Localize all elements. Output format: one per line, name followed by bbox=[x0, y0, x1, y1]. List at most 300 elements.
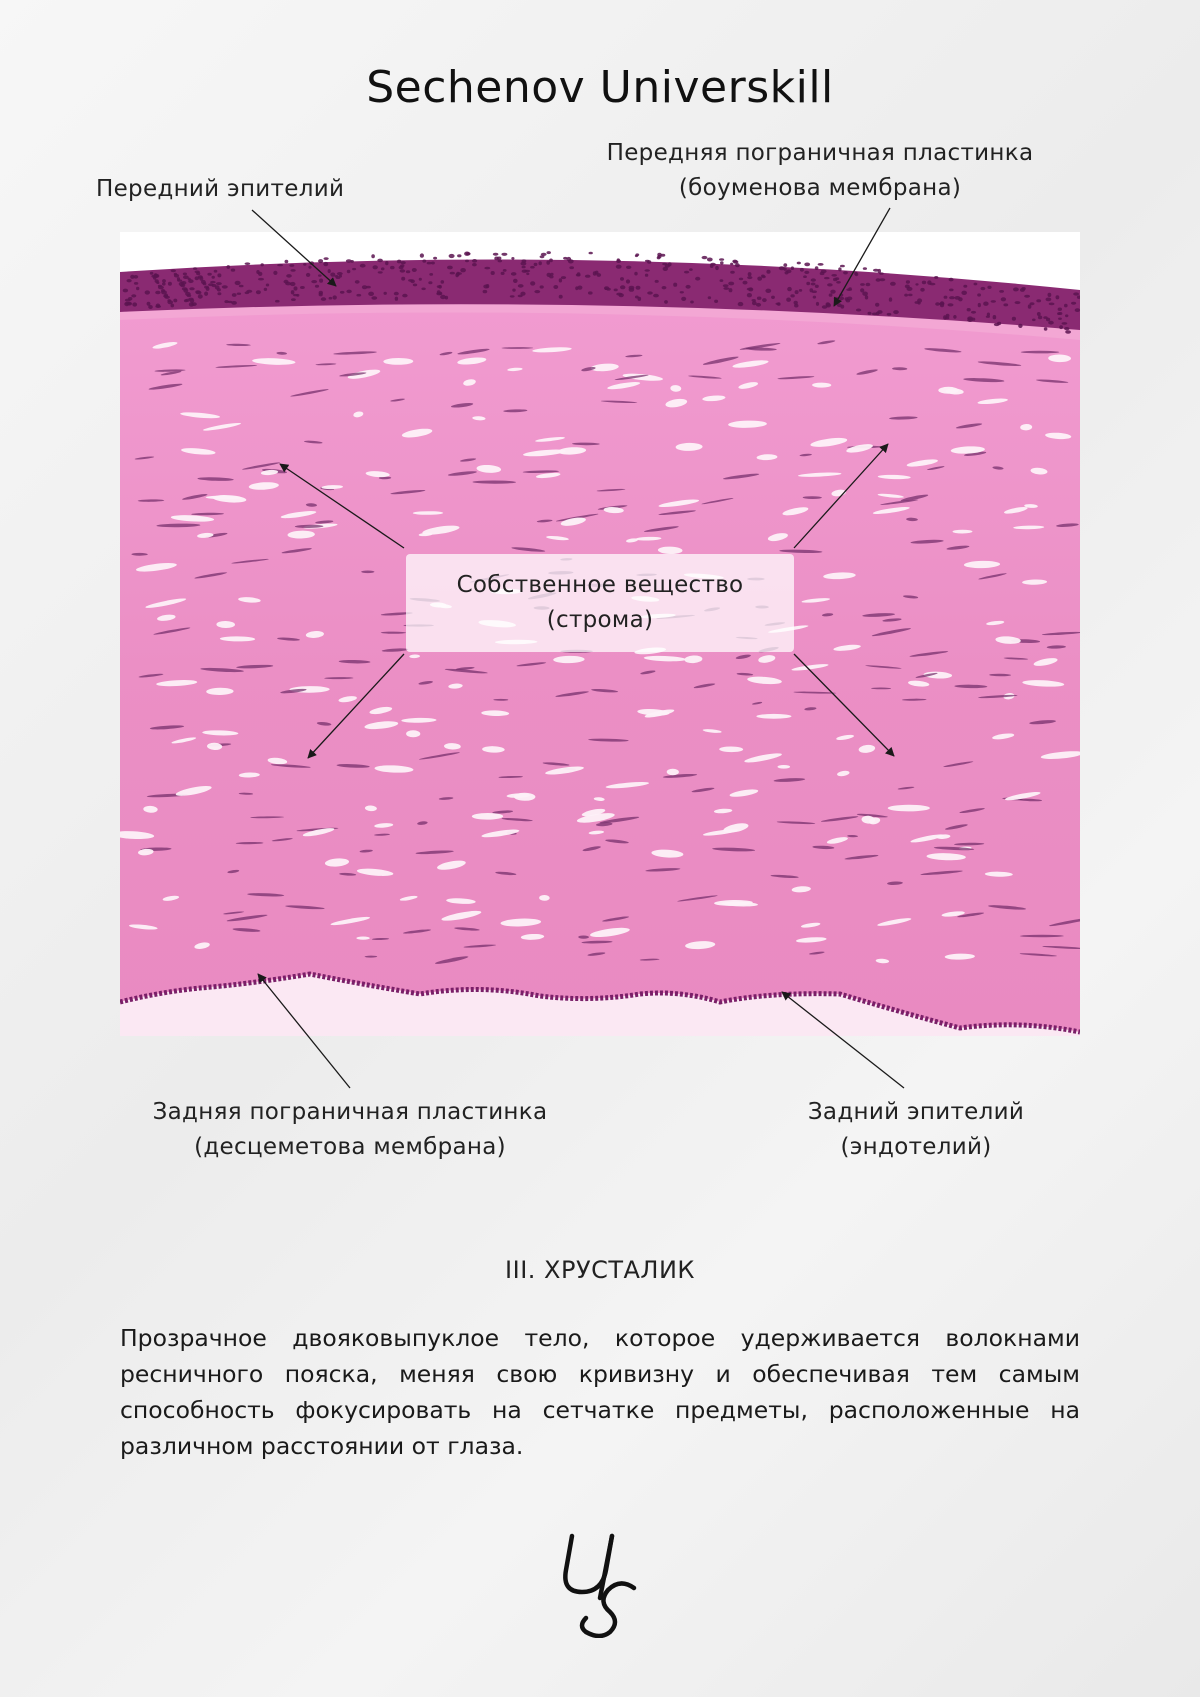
epithelium-nucleus bbox=[1043, 316, 1047, 319]
epithelium-nucleus bbox=[799, 289, 802, 292]
epithelium-nucleus bbox=[158, 286, 164, 289]
epithelium-nucleus bbox=[714, 300, 718, 303]
epithelium-nucleus bbox=[1065, 330, 1071, 333]
epithelium-nucleus bbox=[450, 272, 455, 275]
epithelium-nucleus bbox=[890, 282, 896, 286]
epithelium-nucleus bbox=[785, 271, 789, 274]
epithelium-nucleus bbox=[577, 286, 582, 290]
epithelium-nucleus bbox=[634, 272, 637, 276]
epithelium-nucleus bbox=[422, 260, 426, 263]
epithelium-nucleus bbox=[124, 302, 129, 306]
epithelium-nucleus bbox=[136, 287, 139, 290]
stroma-gap bbox=[756, 714, 791, 719]
epithelium-nucleus bbox=[1064, 304, 1068, 308]
epithelium-nucleus bbox=[1049, 303, 1055, 306]
epithelium-nucleus bbox=[974, 283, 978, 286]
label-stroma-line2: (строма) bbox=[546, 607, 654, 633]
epithelium-nucleus bbox=[484, 267, 490, 270]
label-bowman-membrane bbox=[560, 136, 1080, 206]
epithelium-nucleus bbox=[522, 270, 528, 273]
epithelium-nucleus bbox=[868, 312, 872, 315]
epithelium-nucleus bbox=[967, 308, 971, 311]
epithelium-nucleus bbox=[732, 260, 737, 263]
epithelium-nucleus bbox=[710, 264, 714, 268]
epithelium-nucleus bbox=[645, 274, 648, 277]
epithelium-nucleus bbox=[549, 259, 553, 263]
epithelium-nucleus bbox=[619, 293, 624, 297]
epithelium-nucleus bbox=[747, 288, 753, 291]
epithelium-nucleus bbox=[629, 288, 635, 292]
us-logo-icon bbox=[550, 1528, 660, 1638]
epithelium-nucleus bbox=[720, 279, 724, 282]
epithelium-nucleus bbox=[512, 289, 515, 292]
epithelium-nucleus bbox=[401, 277, 405, 281]
epithelium-nucleus bbox=[873, 269, 879, 272]
epithelium-nucleus bbox=[421, 288, 425, 291]
epithelium-nucleus bbox=[904, 294, 908, 297]
epithelium-nucleus bbox=[790, 294, 794, 297]
epithelium-nucleus bbox=[483, 290, 488, 293]
epithelium-nucleus bbox=[402, 294, 407, 298]
epithelium-nucleus bbox=[949, 289, 954, 292]
epithelium-nucleus bbox=[1062, 322, 1068, 325]
epithelium-nucleus bbox=[620, 285, 625, 289]
epithelium-nucleus bbox=[465, 260, 469, 263]
epithelium-nucleus bbox=[845, 297, 849, 300]
epithelium-nucleus bbox=[875, 303, 879, 307]
epithelium-nucleus bbox=[227, 265, 231, 269]
epithelium-nucleus bbox=[848, 287, 851, 290]
epithelium-nucleus bbox=[865, 295, 868, 299]
epithelium-nucleus bbox=[559, 295, 563, 299]
epithelium-nucleus bbox=[585, 275, 591, 278]
epithelium-nucleus bbox=[521, 262, 527, 266]
epithelium-nucleus bbox=[449, 254, 455, 258]
epithelium-nucleus bbox=[155, 291, 160, 295]
epithelium-nucleus bbox=[787, 287, 792, 291]
epithelium-nucleus bbox=[1073, 292, 1079, 295]
epithelium-nucleus bbox=[614, 289, 618, 292]
epithelium-nucleus bbox=[690, 301, 694, 304]
epithelium-nucleus bbox=[971, 311, 976, 314]
epithelium-nucleus bbox=[818, 263, 824, 266]
epithelium-nucleus bbox=[356, 294, 361, 297]
epithelium-nucleus bbox=[735, 263, 740, 267]
epithelium-nucleus bbox=[626, 279, 630, 283]
epithelium-nucleus bbox=[729, 288, 733, 292]
epithelium-nucleus bbox=[187, 294, 192, 297]
epithelium-nucleus bbox=[935, 302, 940, 306]
section-body-text: Прозрачное двояковыпуклое тело, которое удерживается волокнами ресничного пояска, меняя свою кривизну и обеспечивая тем самым способность фокусировать на сетчатке предметы, расположенные на различном расстоянии от глаза. bbox=[120, 1324, 1080, 1460]
epithelium-nucleus bbox=[1012, 317, 1016, 321]
epithelium-nucleus bbox=[534, 263, 538, 266]
epithelium-nucleus bbox=[395, 297, 398, 301]
epithelium-nucleus bbox=[154, 274, 158, 278]
epithelium-nucleus bbox=[681, 297, 686, 301]
epithelium-nucleus bbox=[441, 280, 445, 284]
label-descemet-line2: (десцеметова мембрана) bbox=[194, 1134, 506, 1160]
epithelium-nucleus bbox=[321, 297, 326, 301]
label-stroma-line1: Собственное вещество bbox=[456, 572, 744, 598]
epithelium-nucleus bbox=[872, 313, 877, 316]
epithelium-nucleus bbox=[256, 290, 261, 294]
epithelium-nucleus bbox=[530, 281, 535, 285]
epithelium-nucleus bbox=[561, 276, 566, 279]
epithelium-nucleus bbox=[347, 270, 351, 273]
epithelium-nucleus bbox=[328, 269, 331, 273]
epithelium-nucleus bbox=[1075, 308, 1080, 312]
epithelium-nucleus bbox=[686, 285, 691, 289]
epithelium-nucleus bbox=[148, 305, 153, 309]
epithelium-nucleus bbox=[399, 266, 404, 270]
epithelium-nucleus bbox=[889, 297, 892, 301]
epithelium-nucleus bbox=[210, 281, 216, 283]
epithelium-nucleus bbox=[1037, 312, 1041, 316]
epithelium-nucleus bbox=[501, 253, 507, 256]
epithelium-nucleus bbox=[336, 276, 341, 279]
epithelium-nucleus bbox=[437, 285, 441, 288]
epithelium-nucleus bbox=[431, 262, 435, 265]
epithelium-nucleus bbox=[1036, 299, 1041, 302]
stroma-region bbox=[120, 304, 1080, 1032]
epithelium-nucleus bbox=[569, 266, 574, 269]
stroma-gap bbox=[777, 765, 790, 769]
epithelium-nucleus bbox=[815, 285, 819, 288]
epithelium-nucleus bbox=[776, 303, 780, 305]
epithelium-nucleus bbox=[824, 277, 830, 279]
epithelium-nucleus bbox=[840, 305, 844, 309]
epithelium-nucleus bbox=[795, 290, 799, 294]
epithelium-nucleus bbox=[310, 261, 314, 265]
epithelium-nucleus bbox=[150, 272, 154, 275]
epithelium-nucleus bbox=[511, 272, 517, 276]
epithelium-nucleus bbox=[647, 260, 651, 264]
epithelium-nucleus bbox=[905, 285, 910, 289]
epithelium-nucleus bbox=[981, 287, 986, 290]
stroma-gap bbox=[356, 936, 369, 939]
epithelium-nucleus bbox=[340, 291, 345, 294]
epithelium-nucleus bbox=[860, 288, 864, 292]
epithelium-nucleus bbox=[286, 274, 292, 278]
epithelium-nucleus bbox=[162, 282, 166, 285]
epithelium-nucleus bbox=[915, 301, 920, 304]
epithelium-nucleus bbox=[285, 260, 289, 264]
epithelium-nucleus bbox=[511, 257, 514, 260]
epithelium-nucleus bbox=[308, 266, 311, 269]
epithelium-nucleus bbox=[189, 287, 194, 290]
epithelium-nucleus bbox=[275, 300, 280, 303]
epithelium-nucleus bbox=[284, 280, 289, 284]
epithelium-nucleus bbox=[829, 293, 833, 296]
epithelium-nucleus bbox=[944, 296, 948, 299]
epithelium-nucleus bbox=[804, 271, 809, 274]
epithelium-nucleus bbox=[827, 283, 833, 286]
epithelium-nucleus bbox=[879, 278, 885, 281]
epithelium-nucleus bbox=[993, 315, 997, 319]
epithelium-nucleus bbox=[920, 288, 924, 292]
epithelium-nucleus bbox=[540, 285, 544, 288]
epithelium-nucleus bbox=[991, 300, 996, 303]
epithelium-nucleus bbox=[1048, 293, 1052, 297]
epithelium-nucleus bbox=[834, 297, 839, 300]
epithelium-nucleus bbox=[707, 258, 713, 262]
epithelium-nucleus bbox=[739, 278, 743, 281]
epithelium-nucleus bbox=[908, 294, 913, 297]
epithelium-nucleus bbox=[412, 268, 417, 272]
epithelium-nucleus bbox=[319, 293, 323, 297]
epithelium-nucleus bbox=[843, 271, 848, 274]
epithelium-nucleus bbox=[1032, 319, 1036, 322]
epithelium-nucleus bbox=[167, 300, 173, 304]
epithelium-nucleus bbox=[783, 263, 787, 267]
epithelium-nucleus bbox=[757, 297, 762, 300]
epithelium-nucleus bbox=[273, 271, 277, 275]
epithelium-nucleus bbox=[196, 272, 200, 276]
epithelium-nucleus bbox=[440, 295, 446, 299]
epithelium-nucleus bbox=[318, 259, 323, 263]
epithelium-nucleus bbox=[155, 305, 161, 308]
epithelium-nucleus bbox=[539, 261, 542, 265]
epithelium-nucleus bbox=[123, 289, 128, 293]
epithelium-nucleus bbox=[245, 292, 250, 295]
epithelium-nucleus bbox=[360, 264, 366, 268]
epithelium-nucleus bbox=[177, 279, 182, 281]
epithelium-nucleus bbox=[245, 262, 251, 265]
epithelium-nucleus bbox=[183, 275, 189, 279]
epithelium-nucleus bbox=[498, 259, 503, 262]
epithelium-nucleus bbox=[513, 279, 518, 283]
epithelium-nucleus bbox=[394, 292, 399, 296]
epithelium-nucleus bbox=[550, 273, 553, 276]
epithelium-nucleus bbox=[577, 272, 581, 276]
epithelium-nucleus bbox=[949, 278, 954, 282]
epithelium-nucleus bbox=[1058, 308, 1062, 311]
epithelium-nucleus bbox=[743, 281, 748, 285]
epithelium-nucleus bbox=[526, 273, 529, 276]
epithelium-nucleus bbox=[427, 262, 432, 265]
epithelium-nucleus bbox=[522, 266, 526, 269]
epithelium-nucleus bbox=[264, 288, 267, 291]
epithelium-nucleus bbox=[457, 254, 461, 257]
epithelium-nucleus bbox=[811, 283, 816, 286]
epithelium-nucleus bbox=[318, 274, 322, 276]
epithelium-nucleus bbox=[748, 272, 752, 276]
epithelium-nucleus bbox=[510, 295, 515, 297]
epithelium-nucleus bbox=[184, 299, 188, 302]
epithelium-nucleus bbox=[534, 290, 540, 293]
epithelium-nucleus bbox=[811, 278, 816, 281]
epithelium-nucleus bbox=[840, 265, 845, 268]
epithelium-nucleus bbox=[368, 292, 374, 296]
epithelium-nucleus bbox=[381, 267, 385, 270]
epithelium-nucleus bbox=[1044, 327, 1048, 330]
epithelium-nucleus bbox=[501, 272, 505, 275]
epithelium-nucleus bbox=[401, 261, 406, 264]
epithelium-nucleus bbox=[193, 267, 197, 270]
epithelium-nucleus bbox=[1003, 303, 1008, 306]
epithelium-nucleus bbox=[715, 266, 719, 270]
epithelium-nucleus bbox=[695, 277, 700, 281]
epithelium-nucleus bbox=[720, 261, 724, 264]
epithelium-nucleus bbox=[217, 292, 221, 295]
label-descemet-line1: Задняя пограничная пластинка bbox=[152, 1099, 548, 1125]
epithelium-nucleus bbox=[171, 304, 175, 308]
epithelium-nucleus bbox=[730, 271, 735, 274]
epithelium-nucleus bbox=[1065, 314, 1068, 317]
epithelium-nucleus bbox=[191, 302, 196, 306]
epithelium-nucleus bbox=[472, 259, 477, 263]
epithelium-nucleus bbox=[171, 269, 176, 272]
epithelium-nucleus bbox=[803, 275, 807, 278]
epithelium-nucleus bbox=[638, 297, 642, 301]
epithelium-nucleus bbox=[183, 273, 187, 276]
epithelium-nucleus bbox=[723, 284, 729, 287]
universkill-logo bbox=[550, 1528, 660, 1638]
epithelium-nucleus bbox=[915, 283, 918, 285]
epithelium-nucleus bbox=[653, 294, 659, 298]
epithelium-nucleus bbox=[132, 302, 137, 306]
epithelium-nucleus bbox=[518, 284, 524, 288]
epithelium-nucleus bbox=[887, 313, 892, 316]
epithelium-nucleus bbox=[1046, 298, 1052, 302]
epithelium-nucleus bbox=[806, 282, 810, 285]
epithelium-nucleus bbox=[207, 273, 211, 276]
epithelium-nucleus bbox=[813, 296, 816, 299]
epithelium-nucleus bbox=[771, 296, 775, 299]
epithelium-nucleus bbox=[371, 254, 375, 258]
section-heading: III. ХРУСТАЛИК bbox=[505, 1256, 695, 1284]
epithelium-nucleus bbox=[604, 286, 609, 290]
epithelium-nucleus bbox=[333, 295, 337, 299]
epithelium-nucleus bbox=[355, 280, 360, 284]
epithelium-nucleus bbox=[134, 282, 138, 285]
epithelium-nucleus bbox=[1018, 324, 1022, 328]
page-title: Sechenov Universkill bbox=[366, 62, 834, 113]
epithelium-nucleus bbox=[486, 284, 490, 288]
epithelium-nucleus bbox=[390, 266, 395, 269]
epithelium-nucleus bbox=[1056, 295, 1060, 299]
epithelium-nucleus bbox=[324, 257, 329, 260]
epithelium-nucleus bbox=[953, 315, 956, 319]
epithelium-nucleus bbox=[664, 300, 668, 304]
epithelium-nucleus bbox=[547, 251, 551, 254]
epithelium-nucleus bbox=[1064, 327, 1069, 330]
epithelium-nucleus bbox=[948, 303, 954, 306]
label-posterior-line2: (эндотелий) bbox=[840, 1134, 992, 1160]
epithelium-nucleus bbox=[530, 266, 535, 269]
epithelium-nucleus bbox=[204, 292, 208, 296]
epithelium-nucleus bbox=[428, 281, 432, 284]
epithelium-nucleus bbox=[620, 277, 624, 281]
epithelium-nucleus bbox=[231, 301, 237, 305]
epithelium-nucleus bbox=[1059, 325, 1063, 329]
label-anterior-epithelium-text: Передний эпителий bbox=[96, 176, 345, 202]
epithelium-nucleus bbox=[503, 269, 507, 272]
epithelium-nucleus bbox=[127, 279, 132, 282]
epithelium-nucleus bbox=[291, 269, 296, 272]
epithelium-nucleus bbox=[559, 278, 562, 282]
epithelium-nucleus bbox=[645, 269, 650, 272]
epithelium-nucleus bbox=[752, 301, 757, 305]
epithelium-nucleus bbox=[397, 260, 401, 264]
epithelium-nucleus bbox=[413, 284, 417, 287]
epithelium-nucleus bbox=[329, 297, 333, 300]
epithelium-nucleus bbox=[589, 252, 593, 255]
epithelium-nucleus bbox=[306, 273, 310, 277]
epithelium-nucleus bbox=[856, 309, 861, 312]
epithelium-nucleus bbox=[419, 278, 422, 281]
epithelium-nucleus bbox=[266, 284, 269, 287]
epithelium-nucleus bbox=[804, 263, 810, 267]
epithelium-nucleus bbox=[540, 255, 545, 258]
epithelium-nucleus bbox=[553, 285, 558, 289]
epithelium-nucleus bbox=[663, 267, 668, 271]
epithelium-nucleus bbox=[728, 282, 734, 286]
epithelium-nucleus bbox=[346, 290, 351, 294]
epithelium-nucleus bbox=[1057, 312, 1060, 315]
epithelium-nucleus bbox=[258, 278, 264, 281]
keratocyte-nucleus bbox=[361, 571, 374, 574]
epithelium-nucleus bbox=[406, 270, 410, 273]
label-bowman-line1: Передняя пограничная пластинка bbox=[606, 140, 1034, 166]
epithelium-nucleus bbox=[162, 279, 166, 283]
epithelium-nucleus bbox=[337, 272, 343, 275]
epithelium-nucleus bbox=[616, 265, 622, 269]
epithelium-nucleus bbox=[131, 294, 136, 297]
epithelium-nucleus bbox=[961, 291, 967, 295]
epithelium-nucleus bbox=[261, 263, 264, 266]
epithelium-nucleus bbox=[378, 271, 383, 273]
epithelium-nucleus bbox=[455, 273, 458, 277]
epithelium-nucleus bbox=[1071, 302, 1076, 305]
epithelium-nucleus bbox=[491, 271, 495, 275]
epithelium-nucleus bbox=[460, 268, 466, 272]
label-stroma bbox=[406, 568, 794, 638]
epithelium-nucleus bbox=[1024, 295, 1030, 298]
epithelium-nucleus bbox=[145, 290, 150, 294]
epithelium-nucleus bbox=[203, 282, 207, 285]
epithelium-nucleus bbox=[472, 263, 477, 266]
epithelium-nucleus bbox=[1058, 318, 1062, 320]
epithelium-nucleus bbox=[1038, 316, 1042, 320]
epithelium-nucleus bbox=[549, 275, 553, 278]
epithelium-nucleus bbox=[978, 303, 981, 307]
epithelium-nucleus bbox=[635, 255, 638, 257]
epithelium-nucleus bbox=[222, 285, 228, 288]
epithelium-nucleus bbox=[747, 276, 752, 279]
epithelium-nucleus bbox=[863, 267, 867, 270]
epithelium-nucleus bbox=[400, 269, 406, 272]
label-anterior-epithelium bbox=[96, 172, 344, 207]
epithelium-nucleus bbox=[168, 282, 172, 286]
epithelium-nucleus bbox=[595, 271, 599, 275]
epithelium-nucleus bbox=[761, 275, 765, 278]
epithelium-nucleus bbox=[377, 259, 383, 263]
epithelium-nucleus bbox=[762, 298, 767, 302]
label-descemet-membrane bbox=[140, 1095, 560, 1165]
epithelium-nucleus bbox=[1020, 288, 1025, 292]
epithelium-nucleus bbox=[922, 281, 926, 285]
epithelium-nucleus bbox=[319, 279, 323, 283]
epithelium-nucleus bbox=[224, 300, 228, 303]
epithelium-nucleus bbox=[955, 296, 961, 300]
epithelium-nucleus bbox=[812, 290, 817, 293]
epithelium-nucleus bbox=[757, 277, 762, 281]
epithelium-nucleus bbox=[719, 258, 724, 261]
epithelium-nucleus bbox=[232, 293, 237, 297]
epithelium-nucleus bbox=[689, 268, 693, 271]
epithelium-nucleus bbox=[303, 263, 306, 266]
